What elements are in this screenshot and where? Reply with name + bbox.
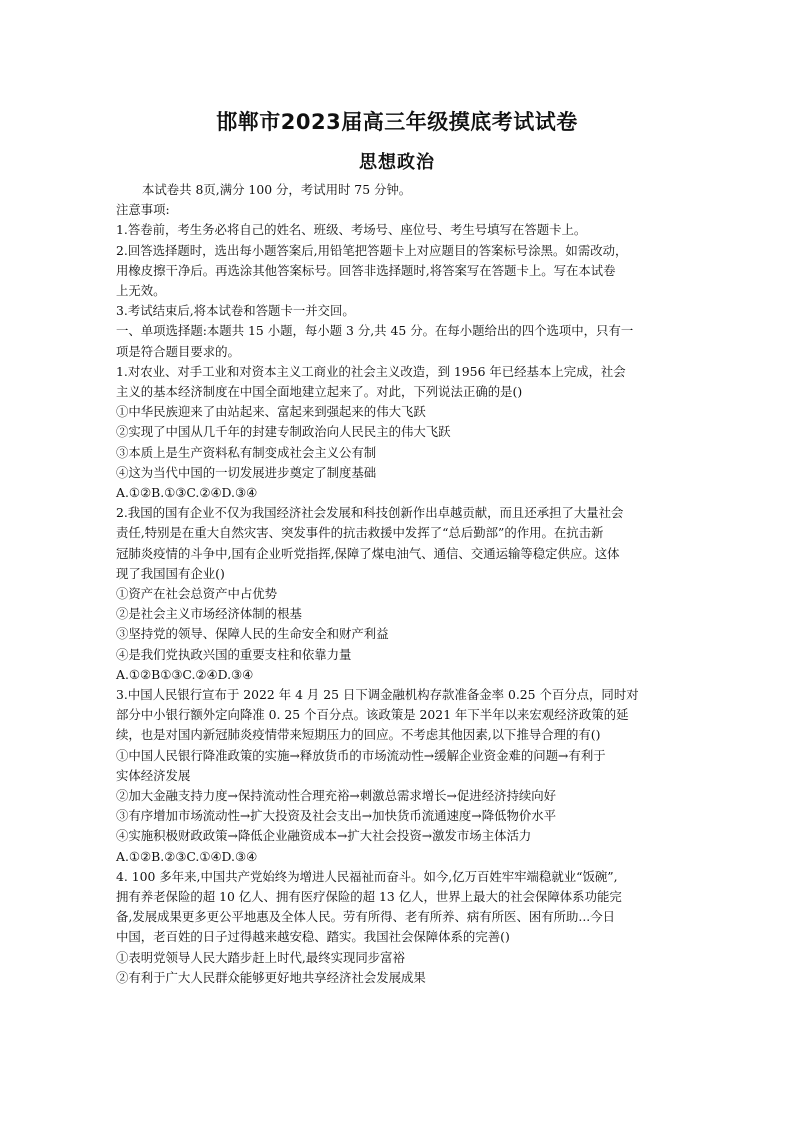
text-line: ②加大金融支持力度→保持流动性合理充裕→刺激总需求增长→促进经济持续向好 xyxy=(116,788,557,803)
text-line: 责任,特别是在重大自然灾害、突发事件的抗击救援中发挥了“总后勤部”的作用。在抗击新 xyxy=(116,525,604,540)
text-line: 上无效。 xyxy=(116,283,166,298)
text-line: 拥有养老保险的超 10 亿人、拥有医疗保险的超 13 亿人，世界上最大的社会保障体系功能完 xyxy=(116,889,622,904)
text-line: ③本质上是生产资料私有制变成社会主义公有制 xyxy=(116,445,377,460)
text-line: 主义的基本经济制度在中国全面地建立起来了。对此，下列说法正确的是() xyxy=(116,384,523,399)
text-line: 备,发展成果更多更公平地惠及全体人民。劳有所得、老有所养、病有所医、困有所助...今日 xyxy=(116,909,615,924)
text-line: 中国，老百姓的日子过得越来越安稳、踏实。我国社会保障体系的完善() xyxy=(116,929,510,944)
text-line: 3.考试结束后,将本试卷和答题卡一并交回。 xyxy=(116,303,355,318)
text-line: ②是社会主义市场经济体制的根基 xyxy=(116,606,302,621)
text-line: ①中国人民银行降准政策的实施→释放货币的市场流动性→缓解企业资金难的问题→有利于 xyxy=(116,748,606,763)
text-line: ③有序增加市场流动性→扩大投资及社会支出→加快货币流通速度→降低物价水平 xyxy=(116,808,557,823)
text-line: 现了我国国有企业() xyxy=(116,566,225,581)
text-line: 4. 100 多年来,中国共产党始终为增进人民福祉而奋斗。如今,亿万百姓牢牢端稳就业“饭碗”, xyxy=(116,869,618,884)
text-line: 1.答卷前，考生务必将自己的姓名、班级、考场号、座位号、考生号填写在答题卡上。 xyxy=(116,222,587,237)
text-line: A.①②B.②③C.①④D.③④ xyxy=(116,849,258,864)
text-line: 一、单项选择题:本题共 15 小题，每小题 3 分,共 45 分。在每小题给出的四个选项中，只有一 xyxy=(116,323,634,338)
text-line: 冠肺炎疫情的斗争中,国有企业听党指挥,保障了煤电油气、通信、交通运输等稳定供应。这体 xyxy=(116,546,620,561)
text-line: ②实现了中国从几千年的封建专制政治向人民民主的伟大飞跃 xyxy=(116,424,451,439)
text-line: 注意事项: xyxy=(116,202,170,217)
text-line: 1.对农业、对手工业和对资本主义工商业的社会主义改造，到 1956 年已经基本上完成，社会 xyxy=(116,364,626,379)
text-line: ①中华民族迎来了由站起来、富起来到强起来的伟大飞跃 xyxy=(116,404,426,419)
text-line: ①资产在社会总资产中占优势 xyxy=(116,586,278,601)
text-line: 项是符合题目要求的。 xyxy=(116,344,240,359)
text-line: 3.中国人民银行宣布于 2022 年 4 月 25 日下调金融机构存款准备金率 0.25 个百分点，同时对 xyxy=(116,687,639,702)
text-line: ④这为当代中国的一切发展进步奠定了制度基础 xyxy=(116,465,377,480)
text-line: 2.我国的国有企业不仅为我国经济社会发展和科技创新作出卓越贡献，而且还承担了大量社会 xyxy=(116,505,624,520)
text-line: 续，也是对国内新冠肺炎疫情带来短期压力的回应。不考虑其他因素,以下推导合理的有() xyxy=(116,727,601,742)
text-line: ③坚持党的领导、保障人民的生命安全和财产利益 xyxy=(116,626,389,641)
text-line: 2.回答选择题时，选出每小题答案后,用铅笔把答题卡上对应题目的答案标号涂黑。如需改动， xyxy=(116,243,628,258)
text-line: A.①②B①③C.②④D.③④ xyxy=(116,667,254,682)
text-line: A.①②B.①③C.②④D.③④ xyxy=(116,485,258,500)
text-line: ④实施积极财政政策→降低企业融资成本→扩大社会投资→激发市场主体活力 xyxy=(116,828,532,843)
text-line: ④是我们党执政兴国的重要支柱和依靠力量 xyxy=(116,647,352,662)
text-line: ②有利于广大人民群众能够更好地共享经济社会发展成果 xyxy=(116,970,426,985)
text-line: 本试卷共 8页,满分 100 分，考试用时 75 分钟。 xyxy=(142,182,412,197)
text-line: 用橡皮擦干净后。再选涂其他答案标号。回答非选择题时,将答案写在答题卡上。写在本试卷 xyxy=(116,263,616,278)
text-line: 实体经济发展 xyxy=(116,768,191,783)
text-line: 部分中小银行额外定向降准 0. 25 个百分点。该政策是 2021 年下半年以来宏观经济政策的延 xyxy=(116,707,629,722)
exam-title: 邯郸市2023届高三年级摸底考试试卷 xyxy=(216,110,578,134)
text-line: ①表明党领导人民大踏步赶上时代,最终实现同步富裕 xyxy=(116,950,405,965)
subject-title: 思想政治 xyxy=(359,152,435,173)
